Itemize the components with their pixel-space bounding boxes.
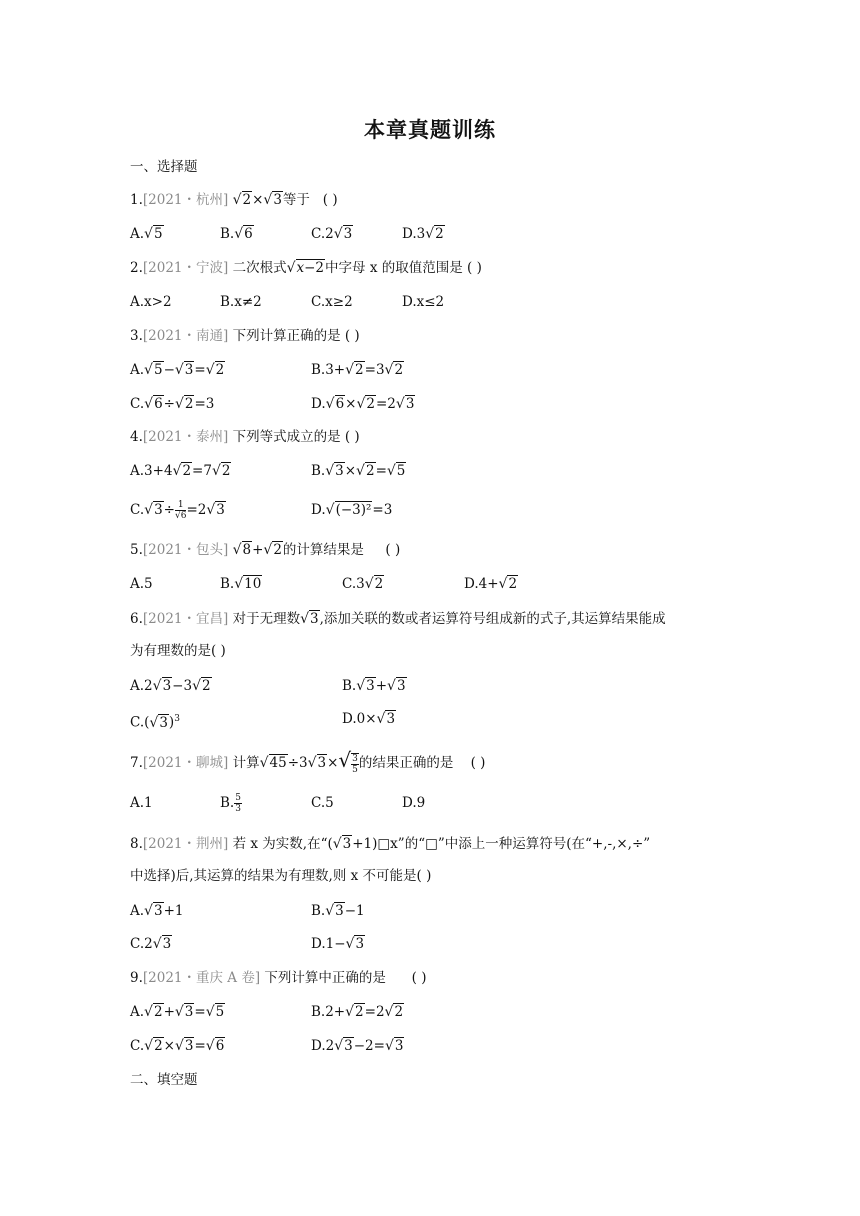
question-text: 若 x 为实数,在“(√3+1)□x”的“□”中添上一种运算符号(在“+,-,×,÷” — [232, 836, 651, 852]
question-2 — [130, 258, 482, 278]
option-a: A.√2+√3=√5 — [130, 1004, 225, 1020]
option-c: C.3√2 — [342, 576, 384, 592]
section-heading-fill: 二、填空题 — [130, 1072, 198, 1088]
question-4 — [130, 427, 360, 447]
question-text: 下列计算中正确的是 — [264, 970, 386, 986]
page-title: 本章真题训练 — [364, 118, 496, 142]
option-b: B. $\frac{5}{3}$ — [220, 793, 241, 814]
option-b: B.√3×√2=√5 — [311, 463, 406, 479]
option-d: D.√6×√2=2√3 — [311, 396, 415, 412]
question-8-continued — [130, 866, 431, 886]
answer-parentheses: ( ) — [467, 260, 482, 276]
question-number: 7. — [130, 755, 143, 771]
question-number: 4. — [130, 429, 143, 445]
section-heading-choice: 一、选择题 — [130, 159, 198, 175]
option-b: B.√6 — [220, 226, 253, 242]
answer-parentheses: ( ) — [344, 328, 360, 344]
answer-parentheses: ( ) — [211, 643, 226, 659]
option-d: D.4+√2 — [464, 576, 518, 592]
question-text: 为有理数的是 — [130, 643, 211, 659]
option-a: A.1 — [130, 795, 153, 811]
question-5 — [130, 540, 400, 560]
question-8 — [130, 834, 650, 854]
question-text: 二次根式√x−2中字母 x 的取值范围是 — [232, 260, 463, 276]
option-b: B.√10 — [220, 576, 262, 592]
answer-parentheses: ( ) — [344, 429, 360, 445]
question-1 — [130, 190, 338, 210]
option-d: D.3√2 — [402, 226, 444, 242]
question-source: [2021・宁波] — [142, 260, 229, 276]
option-c: C.5 — [311, 795, 334, 811]
option-a: A.x>2 — [130, 294, 172, 310]
option-d: D.2√3−2=√3 — [311, 1038, 404, 1054]
question-number: 1. — [130, 192, 143, 208]
question-text: √2×√3等于 — [232, 192, 310, 208]
option-c: C.x≥2 — [311, 294, 353, 310]
question-text: √8+√2的计算结果是 — [232, 542, 364, 558]
option-c: $C.(√3)^3$ — [130, 714, 180, 731]
option-b: B.x≠2 — [220, 294, 262, 310]
question-source: [2021・宜昌] — [142, 611, 229, 627]
question-source: [2021・泰州] — [142, 429, 229, 445]
question-source: [2021・南通] — [142, 328, 229, 344]
question-number: 3. — [130, 328, 143, 344]
question-text: 对于无理数√3,添加关联的数或者运算符号组成新的式子,其运算结果能成 — [232, 611, 666, 627]
option-c: C.√3÷ $\frac{1}{√6}$ =2√3 — [130, 500, 225, 521]
answer-parentheses: ( ) — [322, 192, 338, 208]
answer-parentheses: ( ) — [385, 542, 401, 558]
question-number: 8. — [130, 836, 143, 852]
option-a: A.√5−√3=√2 — [130, 362, 225, 378]
question-source: [2021・包头] — [142, 542, 229, 558]
answer-parentheses: ( ) — [470, 755, 486, 771]
option-b: B.2+√2=2√2 — [311, 1004, 404, 1020]
option-c: C.2√3 — [130, 936, 172, 952]
question-source: [2021・聊城] — [142, 755, 229, 771]
option-d: D.√(−3)²=3 — [311, 502, 393, 518]
question-6-continued — [130, 641, 226, 661]
answer-parentheses: ( ) — [416, 868, 432, 884]
question-number: 5. — [130, 542, 143, 558]
option-c: C.2√3 — [311, 226, 353, 242]
question-number: 6. — [130, 611, 143, 627]
question-source: [2021・荆州] — [142, 836, 229, 852]
question-text: 计算√45÷3√3×√ $\frac{3}{5}$ 的结果正确的是 — [232, 748, 454, 775]
option-d: D.0×√3 — [342, 711, 396, 727]
question-7 — [130, 750, 485, 775]
question-text: 下列计算正确的是 — [232, 328, 341, 344]
option-b: B.3+√2=3√2 — [311, 362, 404, 378]
option-a: A.5 — [130, 576, 153, 592]
option-a: A.√5 — [130, 226, 163, 242]
option-c: C.√6÷√2=3 — [130, 396, 215, 412]
question-3 — [130, 326, 360, 346]
answer-parentheses: ( ) — [411, 970, 427, 986]
option-a: A.2√3−3√2 — [130, 678, 211, 694]
question-number: 9. — [130, 970, 143, 986]
option-d: D.1−√3 — [311, 936, 365, 952]
option-d: D.x≤2 — [402, 294, 445, 310]
question-text: 下列等式成立的是 — [232, 429, 341, 445]
option-b: B.√3+√3 — [342, 678, 406, 694]
option-c: C.√2×√3=√6 — [130, 1038, 225, 1054]
option-a: A.3+4√2=7√2 — [130, 463, 231, 479]
option-d: D.9 — [402, 795, 426, 811]
question-6 — [130, 609, 666, 629]
option-a: A.√3+1 — [130, 903, 184, 919]
option-b: B.√3−1 — [311, 903, 365, 919]
question-source: [2021・杭州] — [142, 192, 229, 208]
question-source: [2021・重庆 A 卷] — [142, 970, 261, 986]
question-number: 2. — [130, 260, 143, 276]
question-9 — [130, 968, 427, 988]
question-text: 中选择)后,其运算的结果为有理数,则 x 不可能是 — [130, 868, 417, 884]
